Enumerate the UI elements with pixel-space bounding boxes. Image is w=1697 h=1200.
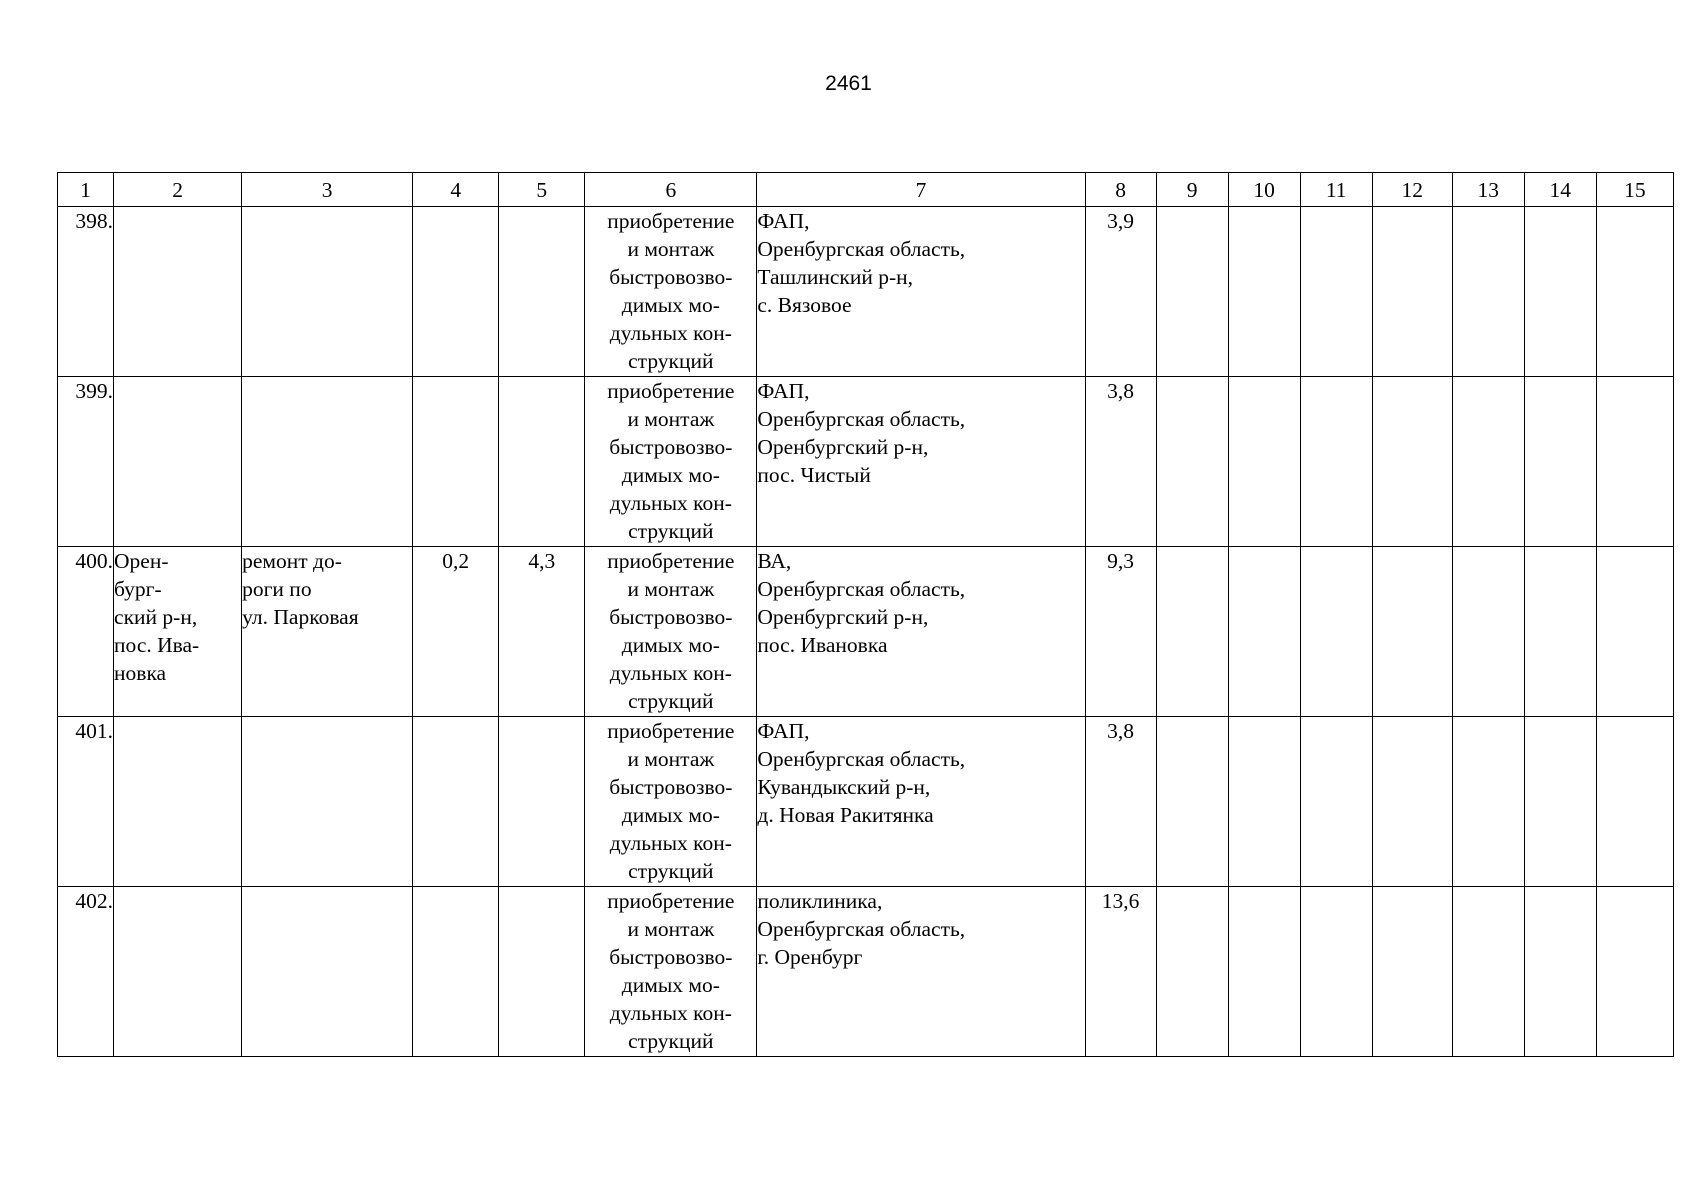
cell-text-line: приобретение: [607, 719, 735, 743]
object-address-cell: [757, 547, 1085, 717]
empty-col-15-cell: [1596, 547, 1673, 717]
column-header-5: 5: [499, 173, 585, 207]
cell-text-line: димых мо-: [621, 293, 720, 317]
empty-col-13-cell: [1452, 717, 1524, 887]
cell-text-line: Оренбургская область,: [757, 917, 966, 941]
location-cell: [114, 377, 242, 547]
empty-col-12-cell: [1372, 547, 1452, 717]
cell-text-line: Оренбургский р-н,: [757, 605, 929, 629]
empty-col-15-cell: [1596, 717, 1673, 887]
cell-text-line: и монтаж: [627, 747, 715, 771]
row-number-cell: 400.: [58, 547, 114, 717]
column-header-1: 1: [58, 173, 114, 207]
header-row: [58, 173, 1674, 207]
cell-text-line: Кувандыкский р-н,: [757, 775, 931, 799]
location-cell: [114, 207, 242, 377]
work-type-cell: [585, 377, 757, 547]
cell-text-line: пос. Ива-: [114, 633, 200, 657]
cell-text-line: дульных кон-: [609, 1001, 732, 1025]
cell-text-line: ВА,: [757, 549, 792, 573]
cell-text-line: д. Новая Ракитянка: [757, 803, 934, 827]
row-number-cell: 401.: [58, 717, 114, 887]
value-col-4-cell: [413, 717, 499, 887]
empty-col-9-cell: [1156, 717, 1228, 887]
table-row: [58, 717, 1674, 887]
object-address-cell: [757, 717, 1085, 887]
empty-col-15-cell: [1596, 207, 1673, 377]
empty-col-13-cell: [1452, 547, 1524, 717]
cell-text-line: бург-: [114, 577, 162, 601]
table-row: [58, 887, 1674, 1057]
row-number-cell: 402.: [58, 887, 114, 1057]
cell-text-line: ул. Парковая: [242, 605, 359, 629]
cell-text-line: ФАП,: [757, 379, 810, 403]
cell-text-line: ремонт до-: [242, 549, 342, 573]
cell-text-line: Ташлинский р-н,: [757, 265, 913, 289]
empty-col-14-cell: [1524, 887, 1596, 1057]
cell-text-line: и монтаж: [627, 407, 715, 431]
value-col-5-cell: [499, 717, 585, 887]
cell-text-line: ФАП,: [757, 719, 810, 743]
cell-text-line: димых мо-: [621, 973, 720, 997]
cell-text-line: струкций: [628, 349, 714, 373]
work-type-cell: [585, 887, 757, 1057]
value-col-5-cell: [499, 377, 585, 547]
column-header-10: 10: [1228, 173, 1300, 207]
cell-text-line: быстровозво-: [609, 605, 733, 629]
value-col-5-cell: 4,3: [499, 547, 585, 717]
empty-col-10-cell: [1228, 207, 1300, 377]
empty-col-15-cell: [1596, 377, 1673, 547]
column-header-12: 12: [1372, 173, 1452, 207]
column-header-15: 15: [1596, 173, 1673, 207]
empty-col-14-cell: [1524, 547, 1596, 717]
cell-text-line: приобретение: [607, 549, 735, 573]
cell-text-line: димых мо-: [621, 633, 720, 657]
empty-col-13-cell: [1452, 207, 1524, 377]
cell-text-line: приобретение: [607, 209, 735, 233]
object-address-cell: [757, 207, 1085, 377]
empty-col-10-cell: [1228, 887, 1300, 1057]
empty-col-11-cell: [1300, 207, 1372, 377]
cell-text-line: ФАП,: [757, 209, 810, 233]
value-col-8-cell: 13,6: [1085, 887, 1156, 1057]
cell-text-line: быстровозво-: [609, 265, 733, 289]
table-row: [58, 207, 1674, 377]
cell-text-line: Оренбургский р-н,: [757, 435, 929, 459]
empty-col-12-cell: [1372, 887, 1452, 1057]
cell-text-line: и монтаж: [627, 237, 715, 261]
empty-col-9-cell: [1156, 887, 1228, 1057]
empty-col-12-cell: [1372, 717, 1452, 887]
table-row: [58, 547, 1674, 717]
cell-text-line: Оренбургская область,: [757, 407, 966, 431]
empty-col-11-cell: [1300, 547, 1372, 717]
value-col-8-cell: 3,9: [1085, 207, 1156, 377]
row-number-cell: 399.: [58, 377, 114, 547]
work-type-cell: [585, 207, 757, 377]
cell-text-line: пос. Ивановка: [757, 633, 888, 657]
column-header-9: 9: [1156, 173, 1228, 207]
value-col-8-cell: 9,3: [1085, 547, 1156, 717]
empty-col-14-cell: [1524, 717, 1596, 887]
object-address-cell: [757, 887, 1085, 1057]
cell-text-line: и монтаж: [627, 577, 715, 601]
work-type-cell: [585, 547, 757, 717]
column-header-7: 7: [757, 173, 1085, 207]
cell-text-line: быстровозво-: [609, 435, 733, 459]
cell-text-line: г. Оренбург: [757, 945, 863, 969]
table-body: [58, 207, 1674, 1057]
column-header-11: 11: [1300, 173, 1372, 207]
row-number-cell: 398.: [58, 207, 114, 377]
data-table: [57, 172, 1674, 1057]
road-work-cell: [242, 887, 413, 1057]
empty-col-11-cell: [1300, 377, 1372, 547]
cell-text-line: струкций: [628, 689, 714, 713]
cell-text-line: Оренбургская область,: [757, 577, 966, 601]
cell-text-line: пос. Чистый: [757, 463, 871, 487]
cell-text-line: струкций: [628, 859, 714, 883]
cell-text-line: с. Вязовое: [757, 293, 852, 317]
empty-col-14-cell: [1524, 377, 1596, 547]
cell-text-line: приобретение: [607, 379, 735, 403]
column-header-13: 13: [1452, 173, 1524, 207]
cell-text-line: и монтаж: [627, 917, 715, 941]
empty-col-9-cell: [1156, 207, 1228, 377]
empty-col-13-cell: [1452, 887, 1524, 1057]
road-work-cell: [242, 717, 413, 887]
value-col-4-cell: [413, 377, 499, 547]
cell-text-line: новка: [114, 661, 167, 685]
column-header-14: 14: [1524, 173, 1596, 207]
column-header-6: 6: [585, 173, 757, 207]
cell-text-line: димых мо-: [621, 803, 720, 827]
cell-text-line: быстровозво-: [609, 945, 733, 969]
page-number: 2461: [825, 72, 872, 95]
cell-text-line: дульных кон-: [609, 491, 732, 515]
value-col-8-cell: 3,8: [1085, 717, 1156, 887]
road-work-cell: [242, 377, 413, 547]
cell-text-line: дульных кон-: [609, 321, 732, 345]
column-header-2: 2: [114, 173, 242, 207]
value-col-5-cell: [499, 887, 585, 1057]
location-cell: [114, 547, 242, 717]
cell-text-line: Оренбургская область,: [757, 747, 966, 771]
road-work-cell: [242, 547, 413, 717]
empty-col-13-cell: [1452, 377, 1524, 547]
empty-col-9-cell: [1156, 547, 1228, 717]
empty-col-11-cell: [1300, 887, 1372, 1057]
cell-text-line: приобретение: [607, 889, 735, 913]
column-header-8: 8: [1085, 173, 1156, 207]
cell-text-line: поликлиника,: [757, 889, 883, 913]
empty-col-10-cell: [1228, 547, 1300, 717]
road-work-cell: [242, 207, 413, 377]
table-row: [58, 377, 1674, 547]
value-col-5-cell: [499, 207, 585, 377]
value-col-8-cell: 3,8: [1085, 377, 1156, 547]
empty-col-14-cell: [1524, 207, 1596, 377]
column-header-3: 3: [242, 173, 413, 207]
cell-text-line: Оренбургская область,: [757, 237, 966, 261]
value-col-4-cell: [413, 207, 499, 377]
empty-col-12-cell: [1372, 207, 1452, 377]
cell-text-line: струкций: [628, 519, 714, 543]
cell-text-line: ский р-н,: [114, 605, 198, 629]
cell-text-line: дульных кон-: [609, 661, 732, 685]
empty-col-11-cell: [1300, 717, 1372, 887]
empty-col-12-cell: [1372, 377, 1452, 547]
value-col-4-cell: [413, 887, 499, 1057]
cell-text-line: роги по: [242, 577, 312, 601]
cell-text-line: Орен-: [114, 549, 169, 573]
location-cell: [114, 887, 242, 1057]
work-type-cell: [585, 717, 757, 887]
column-header-4: 4: [413, 173, 499, 207]
cell-text-line: димых мо-: [621, 463, 720, 487]
object-address-cell: [757, 377, 1085, 547]
cell-text-line: быстровозво-: [609, 775, 733, 799]
location-cell: [114, 717, 242, 887]
empty-col-10-cell: [1228, 717, 1300, 887]
value-col-4-cell: 0,2: [413, 547, 499, 717]
cell-text-line: дульных кон-: [609, 831, 732, 855]
cell-text-line: струкций: [628, 1029, 714, 1053]
empty-col-15-cell: [1596, 887, 1673, 1057]
empty-col-10-cell: [1228, 377, 1300, 547]
empty-col-9-cell: [1156, 377, 1228, 547]
